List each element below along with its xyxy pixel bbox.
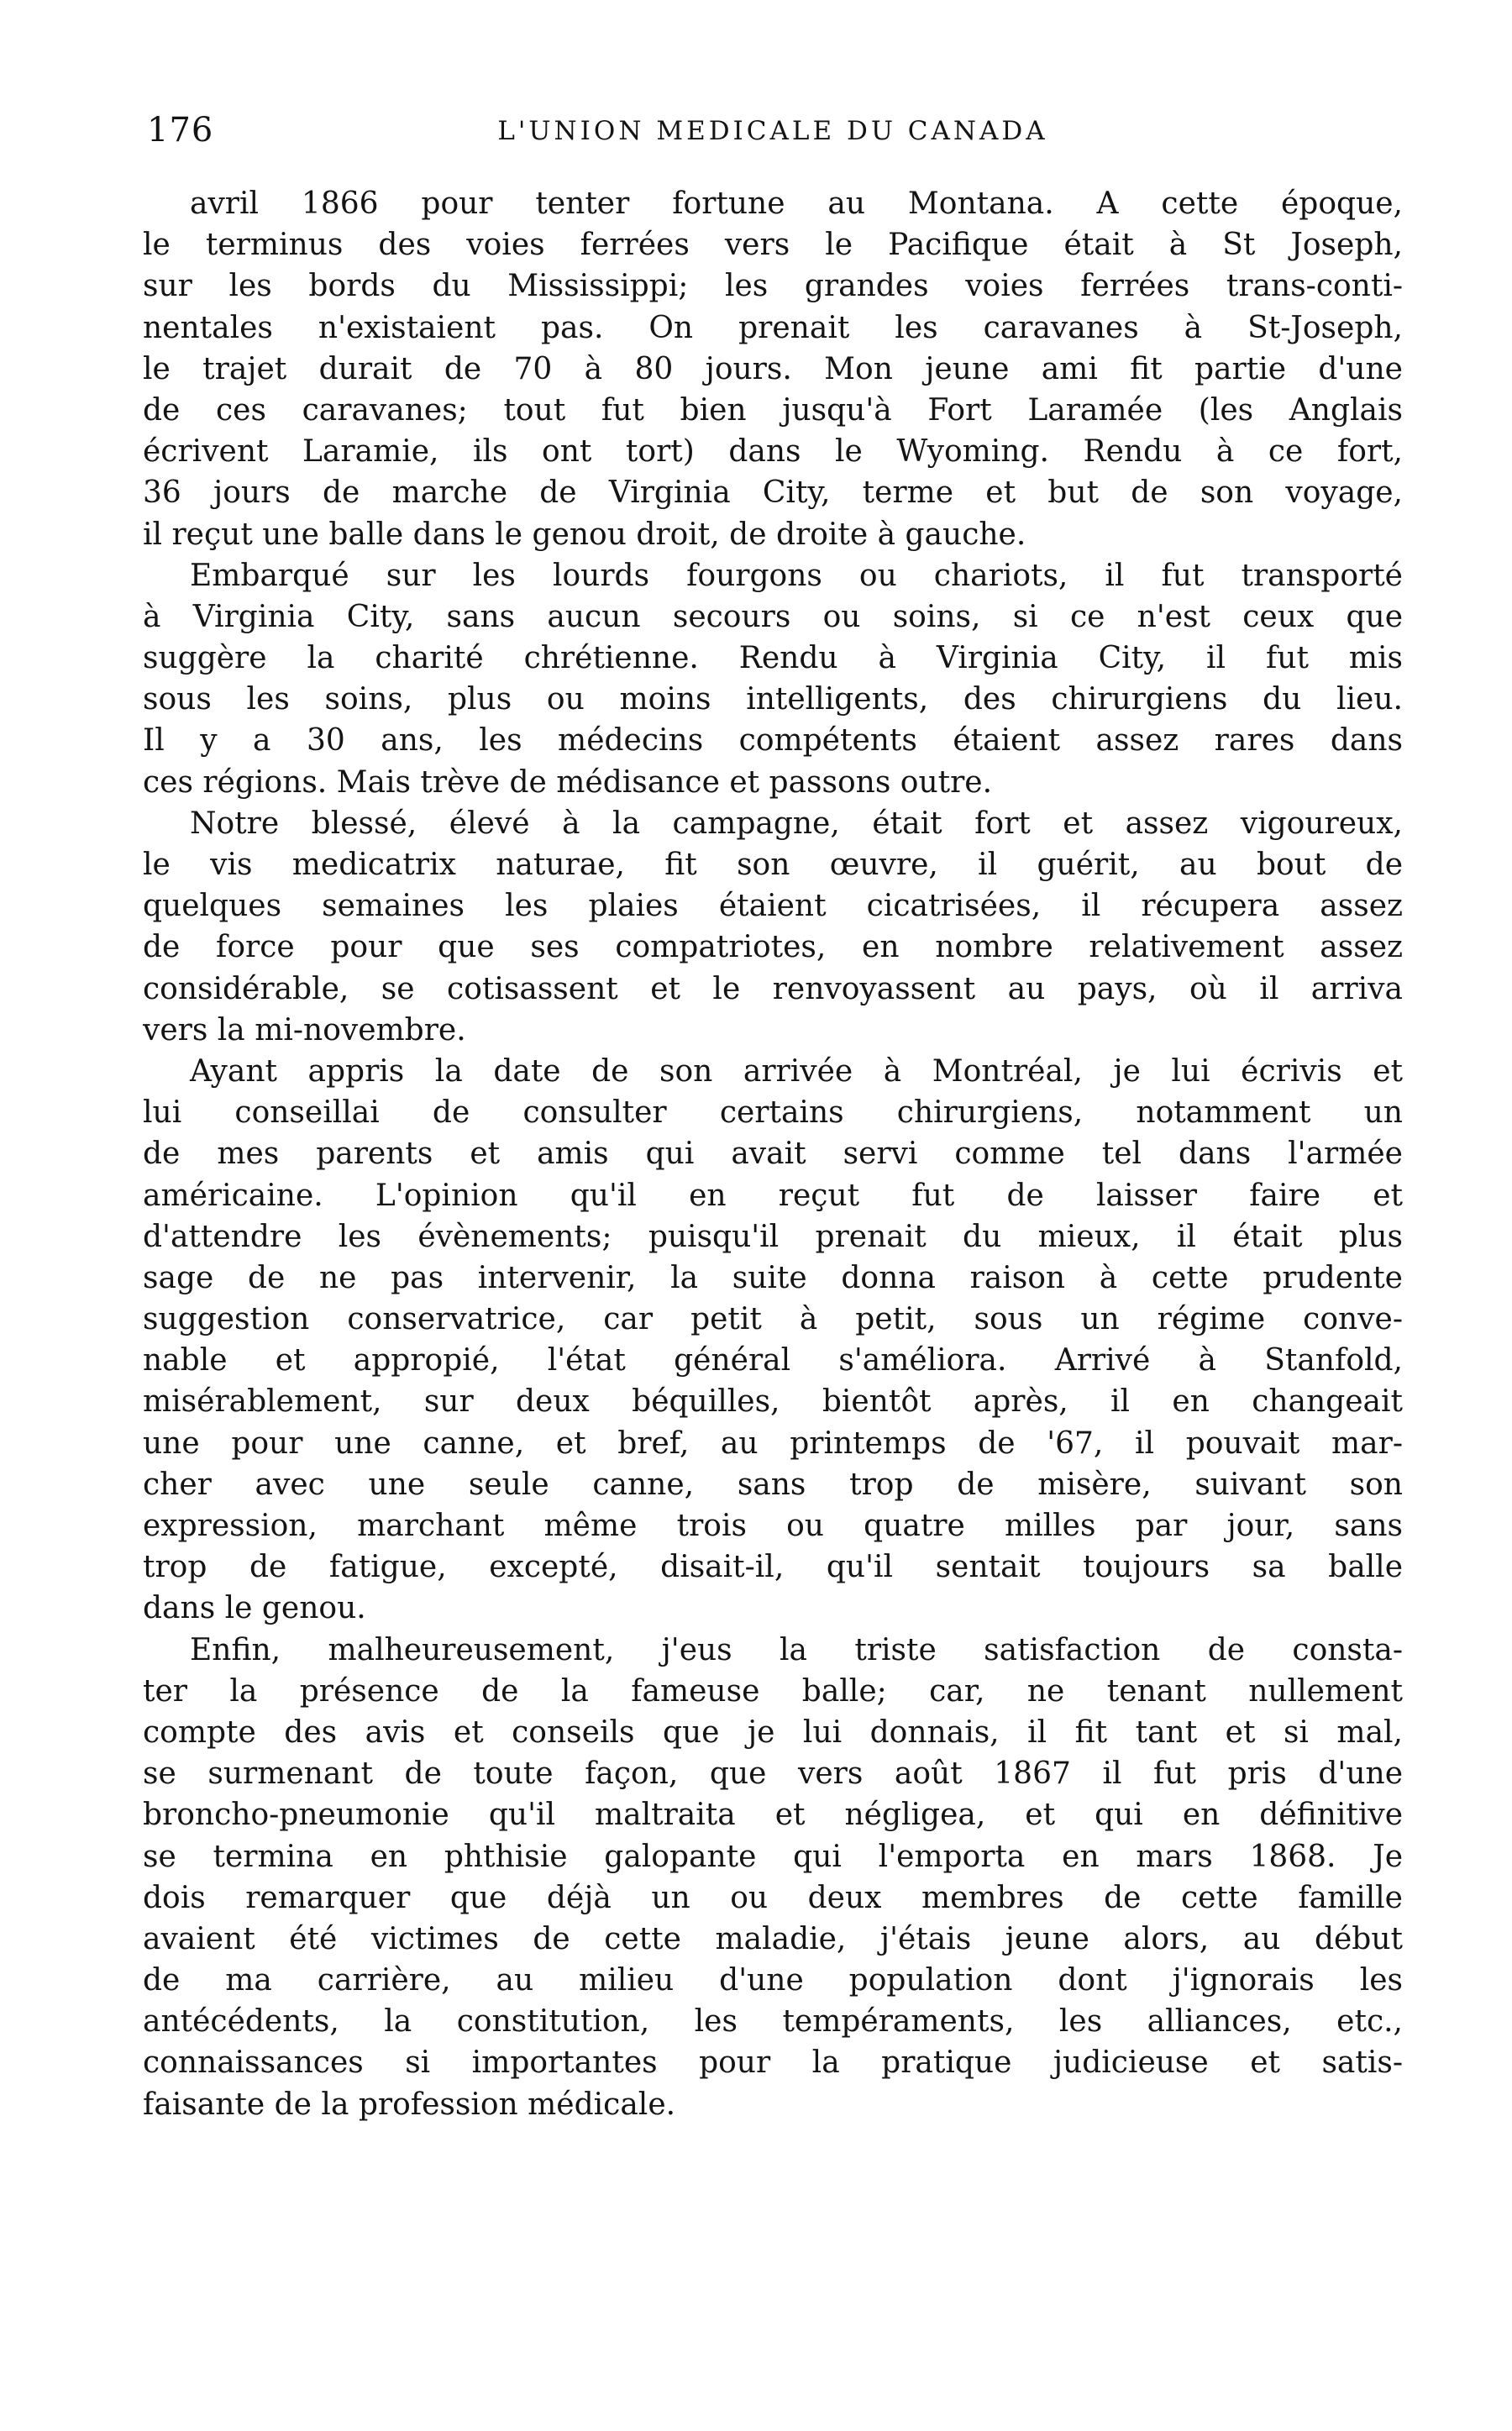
text-line: à Virginia City, sans aucun secours ou soins, si ce n'est ceux que	[143, 599, 1403, 634]
text-line: de ces caravanes; tout fut bien jusqu'à Fort Laramée (les Anglais	[143, 392, 1403, 428]
running-title: L'UNION MEDICALE DU CANADA	[497, 116, 1048, 146]
text-line: cher avec une seule canne, sans trop de misère, suivant son	[143, 1467, 1403, 1502]
text-line: le terminus des voies ferrées vers le Pacifique était à St Joseph,	[143, 228, 1403, 263]
text-line: misérablement, sur deux béquilles, bientôt après, il en changeait	[143, 1384, 1403, 1420]
text-line: sage de ne pas intervenir, la suite donna raison à cette prudente	[143, 1260, 1403, 1295]
paragraph	[143, 183, 1403, 555]
text-line: compte des avis et conseils que je lui donnais, il fit tant et si mal,	[143, 1714, 1403, 1750]
text-line: sous les soins, plus ou moins intelligents, des chirurgiens du lieu.	[143, 682, 1403, 717]
text-line: Ayant appris la date de son arrivée à Montréal, je lui écrivis et	[190, 1053, 1403, 1089]
text-line: Notre blessé, élevé à la campagne, était fort et assez vigoureux,	[190, 806, 1403, 841]
text-line: connaissances si importantes pour la pratique judicieuse et satis-	[143, 2045, 1403, 2081]
text-line: vers la mi-novembre.	[143, 1012, 466, 1047]
text-line: nable et appropié, l'état général s'améliora. Arrivé à Stanfold,	[143, 1343, 1403, 1378]
text-line: antécédents, la constitution, les tempéraments, les alliances, etc.,	[143, 2004, 1403, 2040]
text-line: américaine. L'opinion qu'il en reçut fut de laisser faire et	[143, 1178, 1403, 1213]
text-line: avril 1866 pour tenter fortune au Montana. A cette époque,	[190, 186, 1403, 221]
text-line: ces régions. Mais trève de médisance et passons outre.	[143, 764, 993, 800]
text-line: broncho-pneumonie qu'il maltraita et négligea, et qui en définitive	[143, 1798, 1403, 1833]
text-line: le trajet durait de 70 à 80 jours. Mon jeune ami fit partie d'une	[143, 351, 1403, 386]
text-line: Embarqué sur les lourds fourgons ou chariots, il fut transporté	[190, 558, 1403, 593]
text-line: Il y a 30 ans, les médecins compétents étaient assez rares dans	[143, 723, 1403, 759]
text-line: de mes parents et amis qui avait servi comme tel dans l'armée	[143, 1137, 1403, 1172]
text-line: dans le genou.	[143, 1591, 366, 1626]
paragraph	[143, 1051, 1403, 1630]
text-line: faisante de la profession médicale.	[143, 2087, 676, 2122]
text-line: de ma carrière, au milieu d'une population dont j'ignorais les	[143, 1963, 1403, 1998]
text-line: Enfin, malheureusement, j'eus la triste satisfaction de consta-	[190, 1632, 1403, 1667]
text-line: expression, marchant même trois ou quatre milles par jour, sans	[143, 1509, 1403, 1543]
text-line: considérable, se cotisassent et le renvoyassent au pays, où il arriva	[143, 971, 1403, 1006]
text-line: suggestion conservatrice, car petit à petit, sous un régime conve-	[143, 1302, 1403, 1337]
page-number: 176	[147, 111, 214, 150]
text-line: se termina en phthisie galopante qui l'emporta en mars 1868. Je	[143, 1839, 1403, 1874]
text-line: sur les bords du Mississippi; les grandes voies ferrées trans-conti-	[143, 269, 1403, 304]
body-text	[143, 183, 1403, 2125]
text-line: avaient été victimes de cette maladie, j'étais jeune alors, au début	[143, 1921, 1403, 1956]
text-line: une pour une canne, et bref, au printemps de '67, il pouvait mar-	[143, 1426, 1403, 1461]
text-line: d'attendre les évènements; puisqu'il prenait du mieux, il était plus	[143, 1219, 1403, 1254]
text-line: quelques semaines les plaies étaient cicatrisées, il récupera assez	[143, 889, 1403, 924]
text-line: de force pour que ses compatriotes, en nombre relativement assez	[143, 930, 1403, 965]
text-line: dois remarquer que déjà un ou deux membres de cette famille	[143, 1880, 1403, 1915]
text-line: écrivent Laramie, ils ont tort) dans le Wyoming. Rendu à ce fort,	[143, 434, 1403, 470]
text-line: le vis medicatrix naturae, fit son œuvre, il guérit, au bout de	[143, 848, 1403, 882]
text-line: ter la présence de la fameuse balle; car, ne tenant nullement	[143, 1673, 1403, 1709]
paragraph	[143, 803, 1403, 1051]
text-line: il reçut une balle dans le genou droit, de droite à gauche.	[143, 517, 1026, 552]
text-line: se surmenant de toute façon, que vers août 1867 il fut pris d'une	[143, 1756, 1403, 1792]
page-header	[147, 111, 1399, 161]
text-line: nentales n'existaient pas. On prenait les caravanes à St-Joseph,	[143, 310, 1403, 345]
paragraph	[143, 555, 1403, 803]
text-line: suggère la charité chrétienne. Rendu à Virginia City, il fut mis	[143, 641, 1403, 676]
text-line: trop de fatigue, excepté, disait-il, qu'il sentait toujours sa balle	[143, 1550, 1403, 1585]
text-line: lui conseillai de consulter certains chirurgiens, notamment un	[143, 1095, 1403, 1131]
paragraph	[143, 1630, 1403, 2125]
text-line: 36 jours de marche de Virginia City, terme et but de son voyage,	[143, 475, 1403, 511]
